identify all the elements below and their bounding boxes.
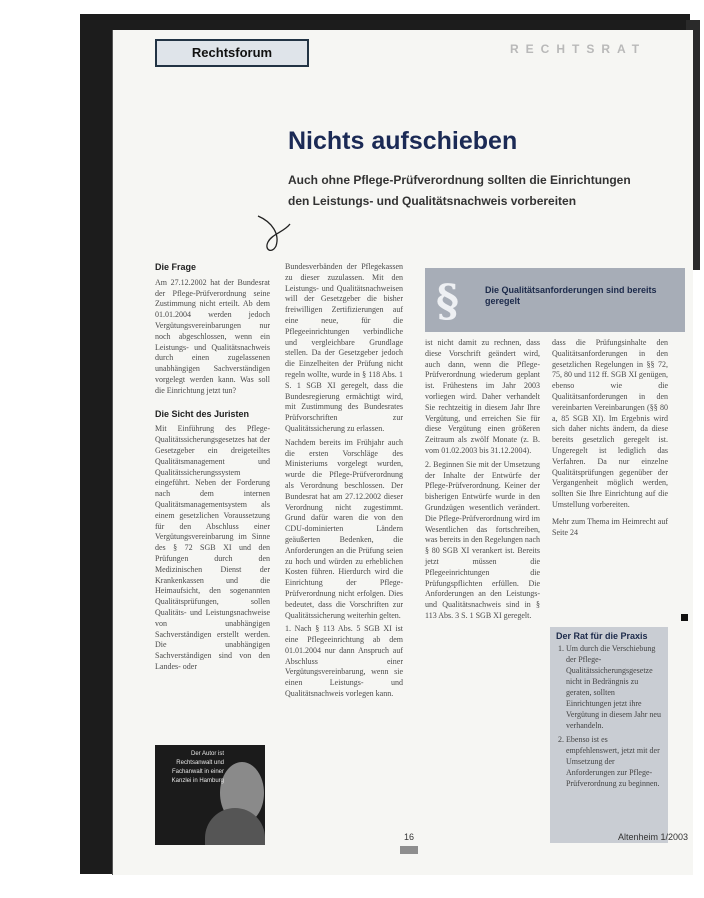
col2-paragraph-2: Nachdem bereits im Frühjahr auch die ersten Vorschläge des Ministeriums vorgelegt wurden, wurde die Pflege-Prüfverordnung als Verordnung beschlossen. Der Bundesrat hat am 27.12.2002 dieser Verordnung nicht zugestimmt. Grund dafür waren die von den CDU-dominierten Ländern geäußerten Bedenken, die Anforderungen an die Prüfung seien zu hoch und würden zu erheblichen Kosten führen. Hierdurch wird die Einrichtung der Pflege-Prüfverordnung nicht erfolgen. Dies bedeutet, dass die Vorschriften zur Qualitätssicherung weiterhin gelten.	[285, 437, 403, 620]
practice-list	[550, 643, 668, 789]
handwritten-signature	[250, 210, 300, 260]
column-4	[552, 338, 668, 541]
running-head: RECHTSRAT	[510, 42, 647, 56]
column-2	[285, 262, 403, 703]
end-mark	[681, 614, 688, 621]
col2-paragraph-1: Bundesverbänden der Pflegekassen zu dieser zuzulassen. Mit den Leistungs- und Qualitätsnachweisen will der Gesetzgeber die bisher freiwilligen Zertifizierungen auf eine neue, für die Pflegeeinrichtungen verbindliche und vergleichbare Grundlage stellen. Da der Gesetzgeber jedoch die Einzelheiten der Prüfung nicht regeln wollte, wurde in § 118 Abs. 1 S. 1 SGB XI geregelt, dass die Bundesregierung ermächtigt wird, mit Zustimmung des Bundesrates Prüfvorschriften zur Qualitätssicherung zu erlassen.	[285, 262, 403, 433]
column-1	[155, 262, 270, 676]
question-heading: Die Frage	[155, 262, 197, 272]
magazine-name: Altenheim 1/2003	[618, 832, 689, 842]
highlight-box-title: Die Qualitätsanforderungen sind bereits geregelt	[485, 285, 657, 306]
paragraph-icon: §	[436, 276, 460, 327]
question-text: Am 27.12.2002 hat der Bundesrat der Pflege-Prüfverordnung seine Zustimmung nicht erteilt. Ab dem 01.01.2004 werden jedoch Vergütungsvereinbarungen nur noch abgeschlossen, wenn ein Leistungs- und Qualitätsnachweis durch einen zugelassenen unabhängigen Sachverständigen vorgelegt werden kann. Was soll die Einrichtung jetzt tun?	[155, 277, 270, 395]
col4-crossref: Mehr zum Thema im Heimrecht auf Seite 24	[552, 516, 668, 537]
practice-item: 2. Ebenso ist es empfehlenswert, jetzt mit der Umsetzung der Anforderungen zur Pflege-Prüfverordnung zu beginnen.	[566, 734, 662, 789]
column-3	[425, 338, 540, 625]
author-caption: Der Autor ist Rechtsanwalt und Fachanwalt in einer Kanzlei in Hamburg	[171, 751, 224, 784]
col3-paragraph-2: 2. Beginnen Sie mit der Umsetzung der Inhalte der Entwürfe der Pflege-Prüfverordnung. Keiner der bisherigen Entwürfe wurde in den Grundzügen wesentlich verändert. Die Pflege-Prüfverordnung wird im Wesentlichen das fortschreiben, was bereits in den Regelungen nach § 80 SGB XI verankert ist. Bereits jetzt müssen die Pflegeeinrichtungen die Prüfungspflichten erfüllen. Die Anforderungen an den Leistungs- und Qualitätsnachweis sind in § 113 Abs. 3 S. 1 SGB XI geregelt.	[425, 459, 540, 620]
scan-border-left	[80, 14, 116, 874]
jurist-text: Mit Einführung des Pflege-Qualitätssicherungsgesetzes hat der Gesetzgeber ein dreigeteiltes Qualitätsmanagement und Qualitätssicherungssystem eingeführt. Neben der Forderung nach dem internen Qualitätsmanagementsystem als einem gesetzlichen Voraussetzung für den Abschluss einer Vergütungsvereinbarung im Sinne des § 72 SGB XI und den Prüfungen durch den Medizinischen Dienst der Krankenkassen und die Heimaufsicht, den sogenannten Qualitätsprüfungen, sollen Qualitäts- und Leistungsnachweise von unabhängigen Sachverständigen erstellt werden. Die unabhängigen Sachverständigen sind von den Landes- oder	[155, 424, 270, 671]
section-label: Rechtsforum	[155, 39, 309, 67]
practice-box	[550, 627, 668, 843]
practice-item: 1. Um durch die Verschiebung der Pflege-Qualitätssicherungsgesetze nicht in Bedrängnis zu geraten, sollten Einrichtungen jetzt ihre Vergütung in diesem Jahr neu verhandeln.	[566, 643, 662, 731]
col3-paragraph-1: ist nicht damit zu rechnen, dass diese Vorschrift geändert wird, auch dann, wenn die Pflege-Prüfverordnung wiederum geplant ist. Frühestens im Jahr 2003 vorliegen wird. Daher verhandelt Sie rechtzeitig in diesem Jahr Ihre Vergütung, und erreichen Sie für diese Vergütung einen größeren Zeitraum als zwölf Monate (z. B. vom 01.02.2003 bis 31.12.2004).	[425, 338, 540, 455]
page-number: 16	[404, 832, 415, 842]
col2-paragraph-3: 1. Nach § 113 Abs. 5 SGB XI ist eine Pflegeeinrichtung ab dem 01.01.2004 nur dann Anspruch auf Abschluss einer Vergütungsvereinbarung, wenn sie einen Leistungs- und Qualitätsnachweis vorlegen kann.	[285, 624, 403, 699]
jurist-heading: Die Sicht des Juristen	[155, 408, 250, 419]
article-title: Nichts aufschieben	[288, 127, 518, 155]
col4-paragraph-1: dass die Prüfungsinhalte den Qualitätsanforderungen in den gesetzlichen Regelungen in §§ 72, 75, 80 und 112 ff. SGB XI genügen, ebenso wie die Qualitätsanforderungen in den vereinbarten Vereinbarungen (§§ 80 a, 85 SGB XI). Im Ergebnis wird sich daher nichts ändern, da diese bereits gesetzlich geregelt ist. Ungeregelt ist lediglich das Verfahren. Da nur einzelne Qualitätsprüfungen gegenüber der Vergangenheit möglich werden, sollten Sie Ihre Einrichtung auf die Umstellung vorbereiten.	[552, 338, 668, 509]
practice-heading: Der Rat für die Praxis	[556, 631, 648, 641]
article-subtitle: Auch ohne Pflege-Prüfverordnung sollten die Einrichtungen den Leistungs- und Qualitätsnachweis vorbereiten	[288, 173, 631, 208]
footer-tab	[400, 846, 418, 854]
